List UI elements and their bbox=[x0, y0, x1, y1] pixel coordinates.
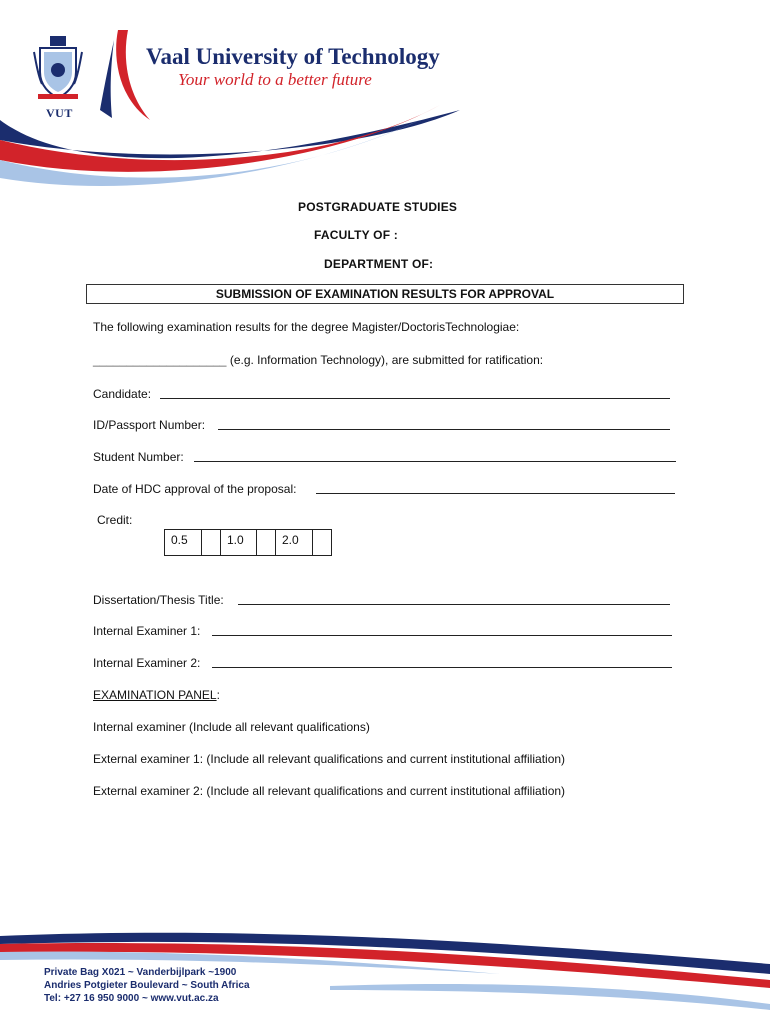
examination-panel-title: EXAMINATION PANEL bbox=[93, 688, 217, 702]
credit-options-grid bbox=[164, 529, 332, 556]
internal-examiner-2-label: Internal Examiner 2: bbox=[93, 656, 201, 670]
credit-label: Credit: bbox=[97, 513, 133, 527]
internal-examiner-1-label: Internal Examiner 1: bbox=[93, 624, 201, 638]
credit-checkbox-1-0[interactable] bbox=[257, 529, 276, 556]
credit-option-1-0: 1.0 bbox=[221, 529, 257, 556]
intro-text: The following examination results for the degree Magister/DoctorisTechnologiae: bbox=[93, 320, 520, 334]
hdc-approval-field[interactable] bbox=[316, 493, 675, 494]
credit-checkbox-0-5[interactable] bbox=[202, 529, 221, 556]
credit-option-2-0: 2.0 bbox=[276, 529, 313, 556]
degree-note: (e.g. Information Technology), are submitted for ratification: bbox=[229, 353, 544, 367]
internal-examiner-1-field[interactable] bbox=[212, 635, 672, 636]
thesis-title-field[interactable] bbox=[238, 604, 670, 605]
degree-blank[interactable]: ____________________ bbox=[93, 353, 227, 367]
credit-checkbox-2-0[interactable] bbox=[313, 529, 332, 556]
panel-external-examiner-1: External examiner 1: (Include all relevant qualifications and current institutional affiliation) bbox=[93, 752, 566, 766]
university-name: Vaal University of Technology bbox=[146, 44, 440, 69]
id-passport-label: ID/Passport Number: bbox=[93, 418, 206, 432]
candidate-label: Candidate: bbox=[93, 387, 152, 401]
crest-arc-navy bbox=[100, 40, 114, 118]
footer-address bbox=[44, 966, 250, 1005]
panel-external-examiner-2: External examiner 2: (Include all relevant qualifications and current institutional affiliation) bbox=[93, 784, 566, 798]
department-heading: DEPARTMENT OF: bbox=[324, 257, 434, 271]
faculty-heading: FACULTY OF : bbox=[314, 228, 398, 242]
student-number-field[interactable] bbox=[194, 461, 676, 462]
university-crest-icon bbox=[30, 32, 86, 102]
panel-internal-examiner: Internal examiner (Include all relevant qualifications) bbox=[93, 720, 370, 734]
footer-line-3: Tel: +27 16 950 9000 ~ www.vut.ac.za bbox=[44, 993, 219, 1004]
thesis-title-label: Dissertation/Thesis Title: bbox=[93, 593, 224, 607]
examination-panel-heading bbox=[93, 688, 220, 702]
footer-line-2: Andries Potgieter Boulevard ~ South Africa bbox=[44, 980, 250, 991]
candidate-field[interactable] bbox=[160, 398, 670, 399]
footer-light-blue-swoosh bbox=[330, 984, 770, 1010]
credit-option-0-5: 0.5 bbox=[164, 529, 202, 556]
internal-examiner-2-field[interactable] bbox=[212, 667, 672, 668]
header-swoosh bbox=[0, 0, 770, 200]
postgraduate-heading: POSTGRADUATE STUDIES bbox=[298, 200, 458, 214]
student-number-label: Student Number: bbox=[93, 450, 184, 464]
crest-label: VUT bbox=[46, 106, 73, 120]
tagline: Your world to a better future bbox=[178, 70, 372, 89]
form-title-box: SUBMISSION OF EXAMINATION RESULTS FOR APPROVAL bbox=[86, 284, 684, 304]
id-passport-field[interactable] bbox=[218, 429, 670, 430]
footer-line-1: Private Bag X021 ~ Vanderbijlpark ~1900 bbox=[44, 967, 237, 978]
examination-panel-colon: : bbox=[216, 688, 220, 702]
hdc-approval-label: Date of HDC approval of the proposal: bbox=[93, 482, 297, 496]
crest-arc-red bbox=[116, 30, 150, 120]
degree-line bbox=[93, 353, 543, 367]
